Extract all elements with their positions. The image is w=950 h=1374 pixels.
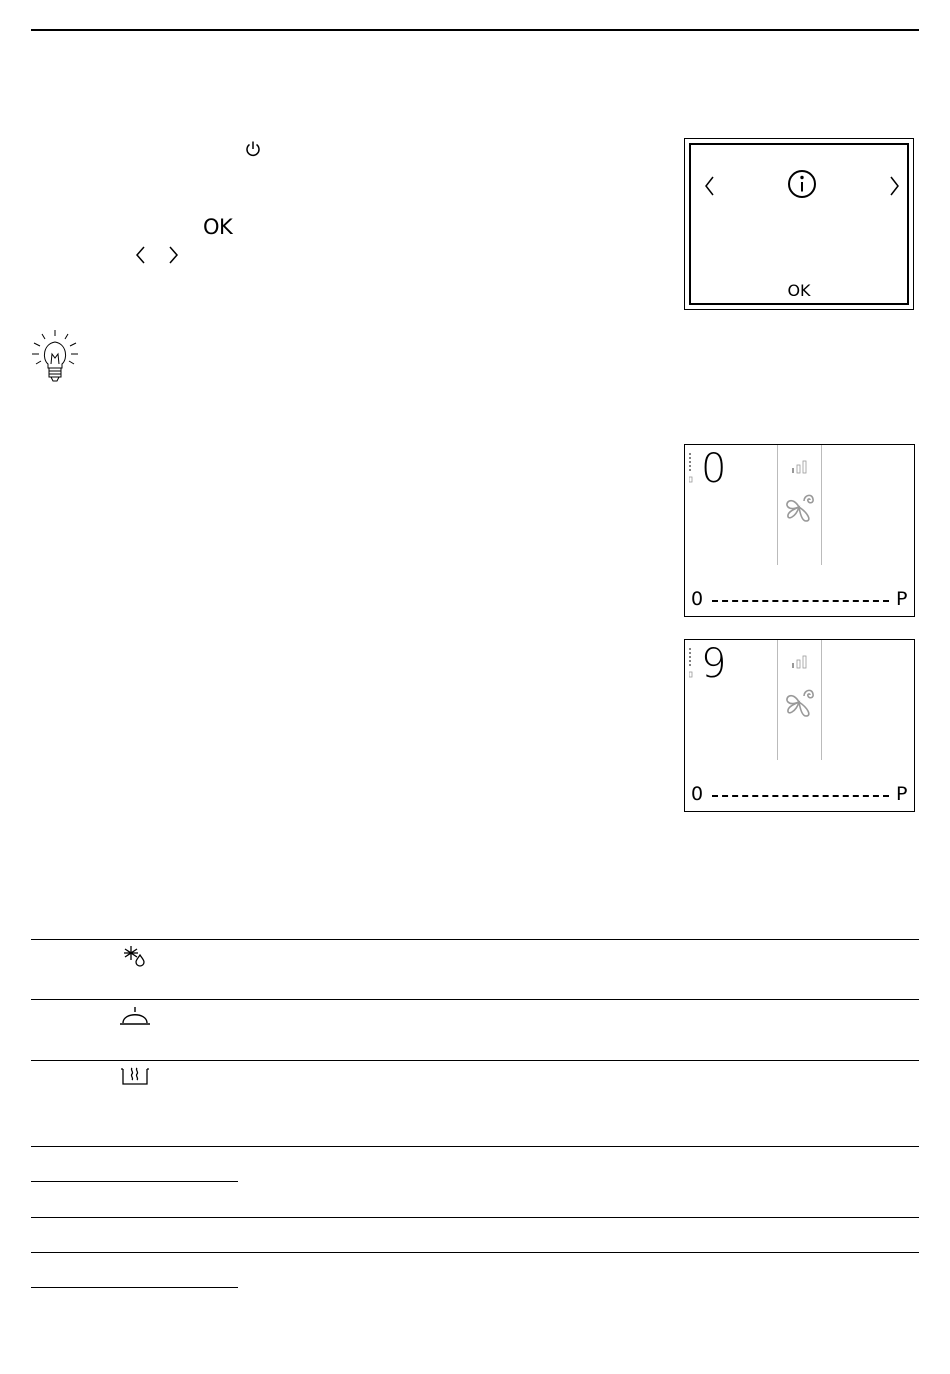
signal-bars-icon: [791, 459, 809, 478]
fan-level-digit: 0: [701, 446, 727, 492]
section-rule-short: [31, 1181, 238, 1182]
fan-indicator-column: [777, 640, 822, 760]
fan-display-panel: [684, 639, 915, 812]
lightbulb-icon: [30, 328, 80, 388]
signal-bars-icon: [791, 654, 809, 673]
table-rule: [31, 1146, 919, 1147]
scale-min-label: 0: [691, 588, 704, 610]
info-screen-panel: [684, 138, 914, 310]
pizza-dome-icon: [119, 1004, 151, 1032]
table-rule: [31, 1252, 919, 1253]
table-rule: [31, 1217, 919, 1218]
chevron-right-icon[interactable]: [887, 175, 901, 201]
ok-symbol: OK: [203, 215, 233, 239]
scale-max-label: P: [896, 783, 908, 805]
scale-min-label: 0: [691, 783, 704, 805]
steam-pot-icon: [120, 1066, 150, 1092]
fan-level-digit: 9: [701, 641, 727, 687]
header-rule: [31, 29, 919, 31]
chevron-left-icon: [134, 245, 148, 269]
scale-max-label: P: [896, 588, 908, 610]
cooking-zone-marker: [689, 453, 695, 487]
fan-indicator-column: [777, 445, 822, 565]
fan-icon: [782, 489, 820, 529]
info-icon: [786, 168, 818, 204]
power-scale: [712, 600, 889, 602]
chevron-right-icon: [166, 245, 180, 269]
section-rule-short: [31, 1287, 238, 1288]
table-rule: [31, 939, 919, 940]
table-rule: [31, 999, 919, 1000]
fan-display-panel: [684, 444, 915, 617]
info-screen-frame: [689, 143, 909, 305]
chevron-left-icon[interactable]: [703, 175, 717, 201]
power-scale: [712, 795, 889, 797]
info-screen-ok-label[interactable]: OK: [787, 281, 811, 300]
power-icon: [244, 140, 262, 162]
cooking-zone-marker: [689, 648, 695, 682]
defrost-icon: [121, 945, 147, 971]
fan-icon: [782, 684, 820, 724]
table-rule: [31, 1060, 919, 1061]
